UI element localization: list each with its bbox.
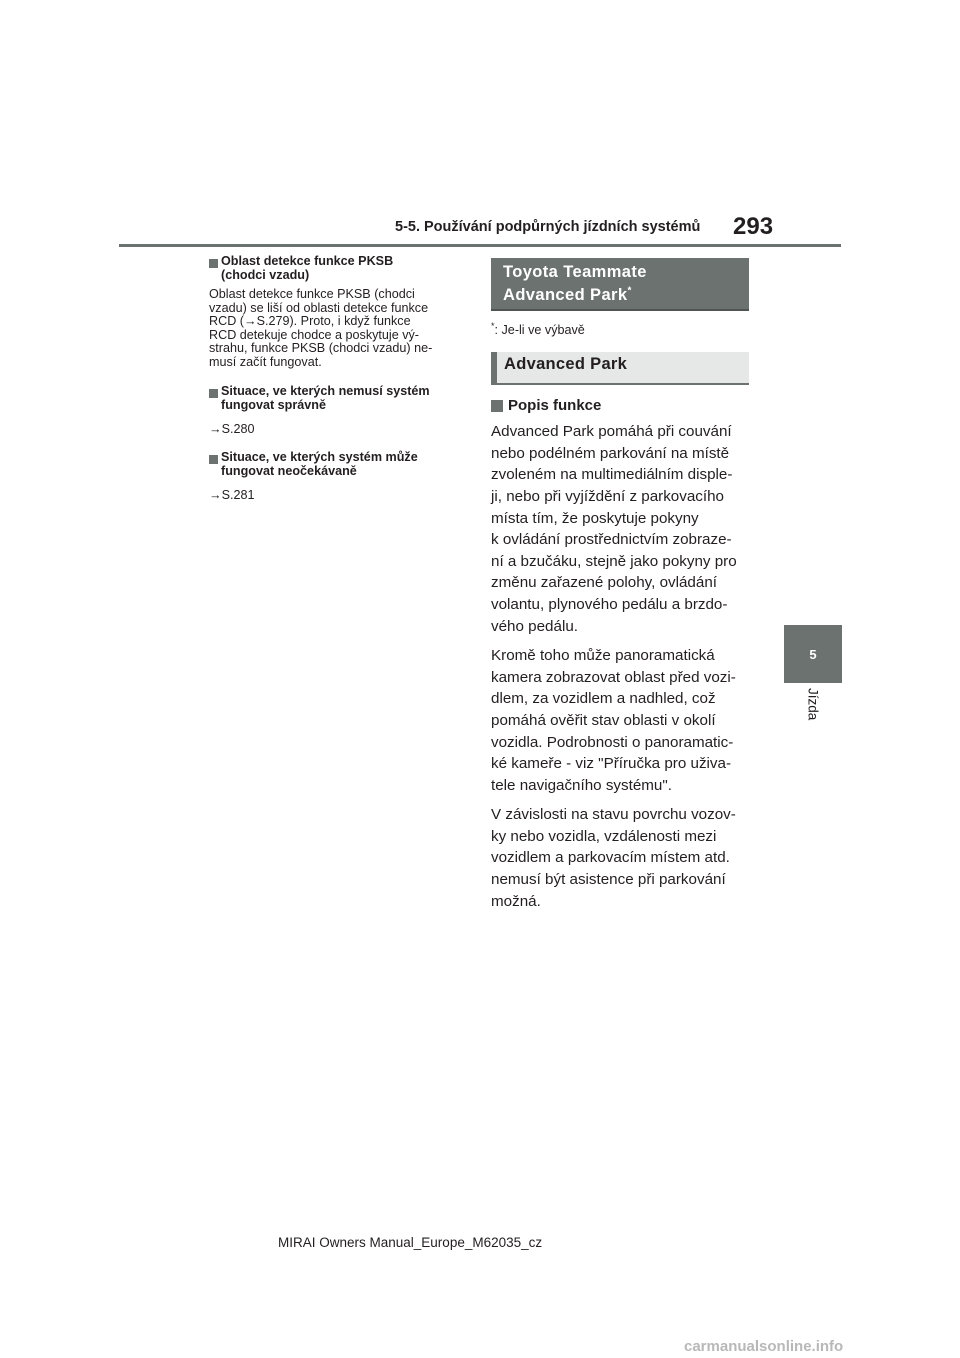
page-footer: MIRAI Owners Manual_Europe_M62035_cz (278, 1235, 543, 1250)
header-rule (119, 244, 841, 247)
chapter-label-text: Jízda (805, 688, 821, 721)
paragraph-2: Kromě toho může panoramatická kamera zobrazovat oblast před vozi- dlem, za vozidlem a nadhled, což pomáhá ověřit stav oblasti v okolí vozidla. Podrobnosti o panoramatic- ké kameře - viz "Příručka pro uživa- tele navigačního systému". (491, 647, 736, 794)
paragraph-pksb-area: Oblast detekce funkce PKSB (chodci vzadu) se liší od oblasti detekce funkce RCD (→S.279). Proto, i když funkce RCD detekuje chodce a poskytuje vý- strahu, funkce PKSB (chodci vzadu) ne- musí začít fungovat. (209, 287, 433, 369)
footnote: *: Je-li ve výbavě (491, 321, 585, 338)
square-bullet-icon (209, 455, 218, 464)
heading-function-description: Popis funkce (491, 397, 751, 415)
chapter-label (785, 688, 841, 738)
paragraph-3: V závislosti na stavu povrchu vozov- ky nebo vozidla, vzdálenosti mezi vozidlem a parkovacím místem atd. nemusí být asistence při parkování možná. (491, 806, 736, 910)
heading-unexpected: Situace, ve kterých systém může fungovat neočekávaně (209, 450, 471, 478)
section-title: 5-5. Používání podpůrných jízdních systémů (395, 219, 701, 235)
page-reference-link[interactable]: →S.280 (209, 421, 255, 436)
left-column (209, 254, 471, 502)
heading-pksb-area: Oblast detekce funkce PKSB (chodci vzadu) (209, 254, 471, 282)
square-bullet-icon (209, 389, 218, 398)
right-column (491, 258, 751, 912)
footnote-mark: * (627, 285, 632, 297)
subsection-title: Advanced Park (491, 352, 749, 385)
chapter-number: 5 (809, 646, 817, 662)
section-title-box: Toyota Teammate Advanced Park* (491, 258, 749, 311)
chapter-tab[interactable] (784, 625, 842, 683)
watermark: carmanualsonline.info (684, 1338, 844, 1355)
paragraph-1: Advanced Park pomáhá při couvání nebo podélném parkování na místě zvoleném na multimediálním disple- ji, nebo při vyjíždění z parkovacího místa tím, že poskytuje pokyny k ovládání prostřednictvím zobraze- ní a bzučáku, stejně jako pokyny pro změnu zařazené polohy, ovládání volantu, plynového pedálu a brzdo- vého pedálu. (491, 423, 737, 635)
page-reference-link[interactable]: →S.281 (209, 487, 255, 502)
heading-not-working: Situace, ve kterých nemusí systém fungovat správně (209, 384, 471, 412)
square-bullet-icon (491, 400, 503, 412)
square-bullet-icon (209, 259, 218, 268)
page-number: 293 (733, 213, 774, 240)
